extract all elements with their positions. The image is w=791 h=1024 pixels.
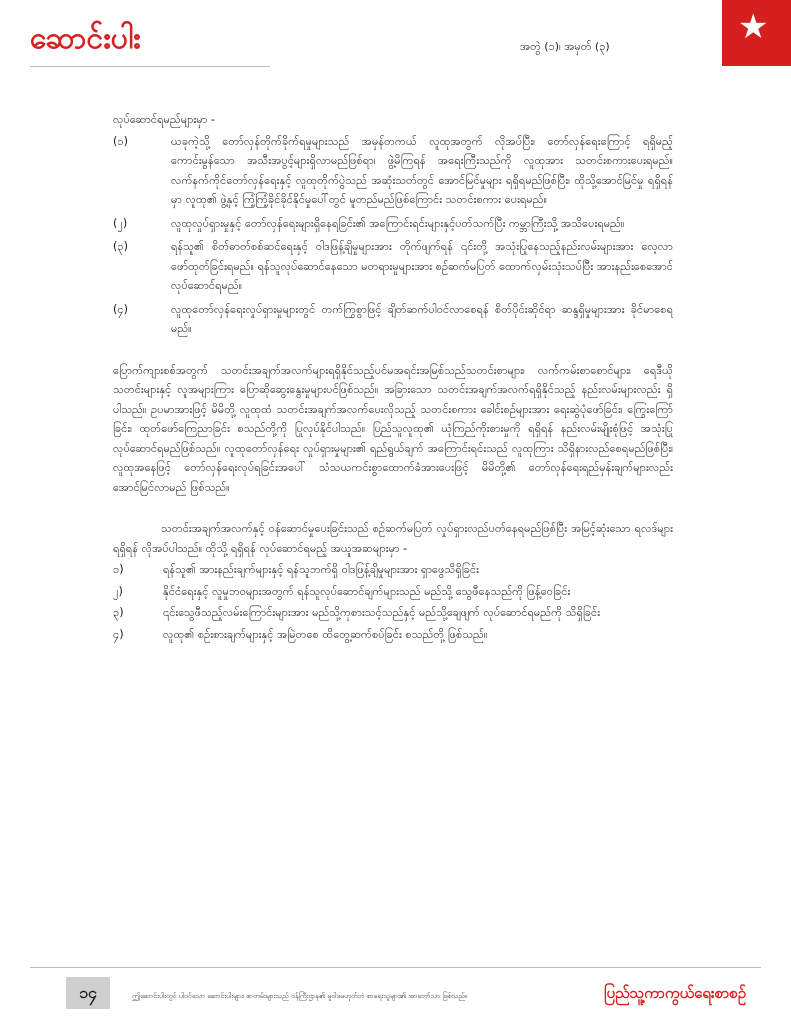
list-item-text: ရန်သူ၏ အားနည်းချက်များနှင့် ရန်သူဘက်ရှိ ဝါဒဖြန့်ချိမှုများအား ရှာဖွေသိရှိခြင်း — [163, 563, 479, 576]
page-number: ၁၄ — [66, 977, 110, 1009]
star-icon: ★ — [738, 7, 769, 47]
list-item-number: ၃) — [113, 606, 124, 619]
list-item-text: ယခုကဲ့သို့ တော်လှန်တိုက်ခိုက်ရမှုများသည် အမှန်တကယ် လူထုအတွက် လိုအပ်ပြီး၊ တော်လှန်ရေးကြောင့် ရရှိမည့် ကောင်းမွန်သော အသီးအပွင့်များရှိလာမည်ဖြစ်ရာ၊ ဖွဲ့မိကြရန် အရေးကြီးသည်ကို လူထုအား သတင်းစကားပေးရမည်။ လက်နက်ကိုင်တော်လှန်ရေးနှင့် လူထုတိုက်ပွဲသည် အဆုံးသတ်တွင် အောင်မြင်မှုများ ရရှိရမည်ဖြစ်ပြီး၊ ထိုသို့အောင်မြင်မှု ရရှိရန်မှာ လူထု၏ ဖွဲ့နှင့် ကြံ့ကြံ့ခိုင်ခိုင်နိုင်မှုပေါ်တွင် မူတည်မည်ဖြစ်ကြောင်း သတင်းစကား ပေးရမည်။ — [171, 134, 673, 206]
footer-brand: ပြည်သူ့ကာကွယ်ရေးစာစဉ် — [604, 984, 747, 1002]
magazine-title: ဆောင်းပါး — [30, 21, 141, 56]
list-item-number: (၂) — [113, 216, 128, 230]
list-item-text: လူထုတော်လှန်ရေးလှုပ်ရှားမှုများတွင် တက်ကြွစွာဖြင့် ချိတ်ဆက်ပါဝင်လာစေရန် စိတ်ပိုင်းဆိုင်ရာ ဆန္ဒရှိမှုများအား ခိုင်မာစေရမည်။ — [171, 302, 673, 335]
list-item — [113, 603, 673, 623]
list-item-number: (၃) — [113, 240, 129, 253]
footer-divider — [30, 967, 761, 968]
list-item-text: ၎င်းသွေဖီသည့်လမ်းကြောင်းများအား မည်သို့ကုစားသင့်သည်နှင့် မည်သို့ချေဖျက် လုပ်ဆောင်ရမည်ကို သိရှိခြင်း — [163, 606, 601, 619]
paragraph: ပြောက်ကျားစစ်အတွက် သတင်းအချက်အလက်များရရှိနိုင်သည့်ပင်မအရင်းအမြစ်သည်သတင်းစာများ၊ လက်ကမ်းစာစောင်များ၊ ရေဒီယို သတင်းများနှင့် လူအများကြား ပြောဆိုဆွေးနွေးမှုများပင်ဖြစ်သည်။ အခြားသော သတင်းအချက်အလက်ရရှိနိုင်သည့် နည်းလမ်းများလည်း ရှိပါသည်။ ဥပမာအားဖြင့် မိမိတို့ လူထုထံ သတင်းအချက်အလက်ပေးလိုသည့် သတင်းစကား ခေါင်းစဉ်များအား ရေးဆွဲပုံဖော်ခြင်း၊ ကြွေးကြော်ခြင်း၊ ထုတ်ဖော်ကြေညာခြင်း စသည်တို့ကို ပြုလုပ်နိုင်ပါသည်။ ပြည်သူလူထု၏ ယုံကြည်ကိုးစားမှုကို ရရှိရန် နည်းလမ်းမျိုးစုံဖြင့် အသုံးပြုလုပ်ဆောင်ရမည်ဖြစ်သည်။ လူထုတော်လှန်ရေး လှုပ်ရှားမှုများ၏ ရည်ရွယ်ချက် အကြောင်းရင်းသည် လူထုကြား သိရှိနားလည်စေရမည်ဖြစ်ပြီး၊ လူထုအနေဖြင့် တော်လှန်ရေးလုပ်ရခြင်းအပေါ် သံသယကင်းစွာထောက်ခံအားပေးဖြင့် မိမိတို့၏ တော်လှန်ရေးရည်မှန်းချက်များလည်း အောင်မြင်လာမည် ဖြစ်သည်။ — [113, 363, 673, 494]
list-item — [113, 214, 673, 234]
paragraph: သတင်းအချက်အလက်နှင့် ဝန်ဆောင်မှုပေးခြင်းသည် စဉ်ဆက်မပြတ် လှုပ်ရှားလည်ပတ်နေရမည်ဖြစ်ပြီး အမြင့်ဆုံးသော ရလဒ်များရရှိရန် လိုအပ်ပါသည်။ ထိုသို့ ရရှိရန် လုပ်ဆောင်ရမည့် အယူအဆများမှာ - — [113, 522, 673, 555]
list-item — [113, 300, 673, 339]
list-item-number: ၂) — [113, 584, 123, 598]
list-item-number: ၁) — [113, 563, 124, 576]
list-item-text: နိုင်ငံရေးနှင့် လူမှုဘဝများအတွက် ရန်သူလုပ်ဆောင်ချက်များသည် မည်သို့ သွေဖီနေသည်ကို ဖြန့်ဝေခြင်း — [163, 584, 571, 598]
list-item — [113, 560, 673, 580]
section-heading: လုပ်ဆောင်ရမည်များမှာ - — [113, 113, 215, 126]
issue-info: အတွဲ (၁)၊ အမှတ် (၃) — [520, 40, 610, 53]
list-item-text: လူထု၏ စဉ်းစားချက်များနှင့် အမြဲတစေ ထိတွေ့ဆက်စပ်ခြင်း စသည်တို့ ဖြစ်သည်။ — [163, 627, 488, 641]
list-item-number: (၁) — [113, 134, 129, 148]
list-item — [113, 237, 673, 296]
flag-logo — [722, 0, 791, 66]
list-item — [113, 132, 673, 210]
list-item-number: ၄) — [113, 627, 124, 641]
article-body — [113, 110, 673, 644]
header-divider — [30, 66, 270, 67]
list-item — [113, 625, 673, 645]
footer-note: ဤဆောင်းပါးတွင် ပါဝင်သော ဆောင်းပါးများ၊ စာတမ်းများသည် ဝန်ကြီးဌာန၏ မူဝါဒမဟုတ်ဘဲ စာရေးသူများ၏ အာဘော်သာ ဖြစ်သည်။ — [132, 992, 468, 1000]
list-item-text: လူထုလှုပ်ရှားမှုနှင့် တော်လှန်ရေးများရှိနေရခြင်း၏ အကြောင်းရင်းများနှင့်ပတ်သက်ပြီး ကမ္ဘာကြီးသို့ အသိပေးရမည်။ — [171, 216, 625, 230]
list-item-text: ရန်သူ၏ စိတ်ဓာတ်စစ်ဆင်ရေးနှင့် ဝါဒဖြန့်ချိမှုများအား တိုက်ဖျက်ရန် ၎င်းတို့ အသုံးပြုနေသည့်နည်းလမ်းများအား လေ့လာဖော်ထုတ်ခြင်းရမည်။ ရန်သူလုပ်ဆောင်နေသော မတရားမှုများအား စဉ်ဆက်မပြတ် ထောက်လှမ်းသုံးသပ်ပြီး အားနည်းစေအောင် လုပ်ဆောင်ရမည်။ — [171, 240, 673, 292]
list-item — [113, 582, 673, 602]
list-item-number: (၄) — [113, 302, 129, 316]
